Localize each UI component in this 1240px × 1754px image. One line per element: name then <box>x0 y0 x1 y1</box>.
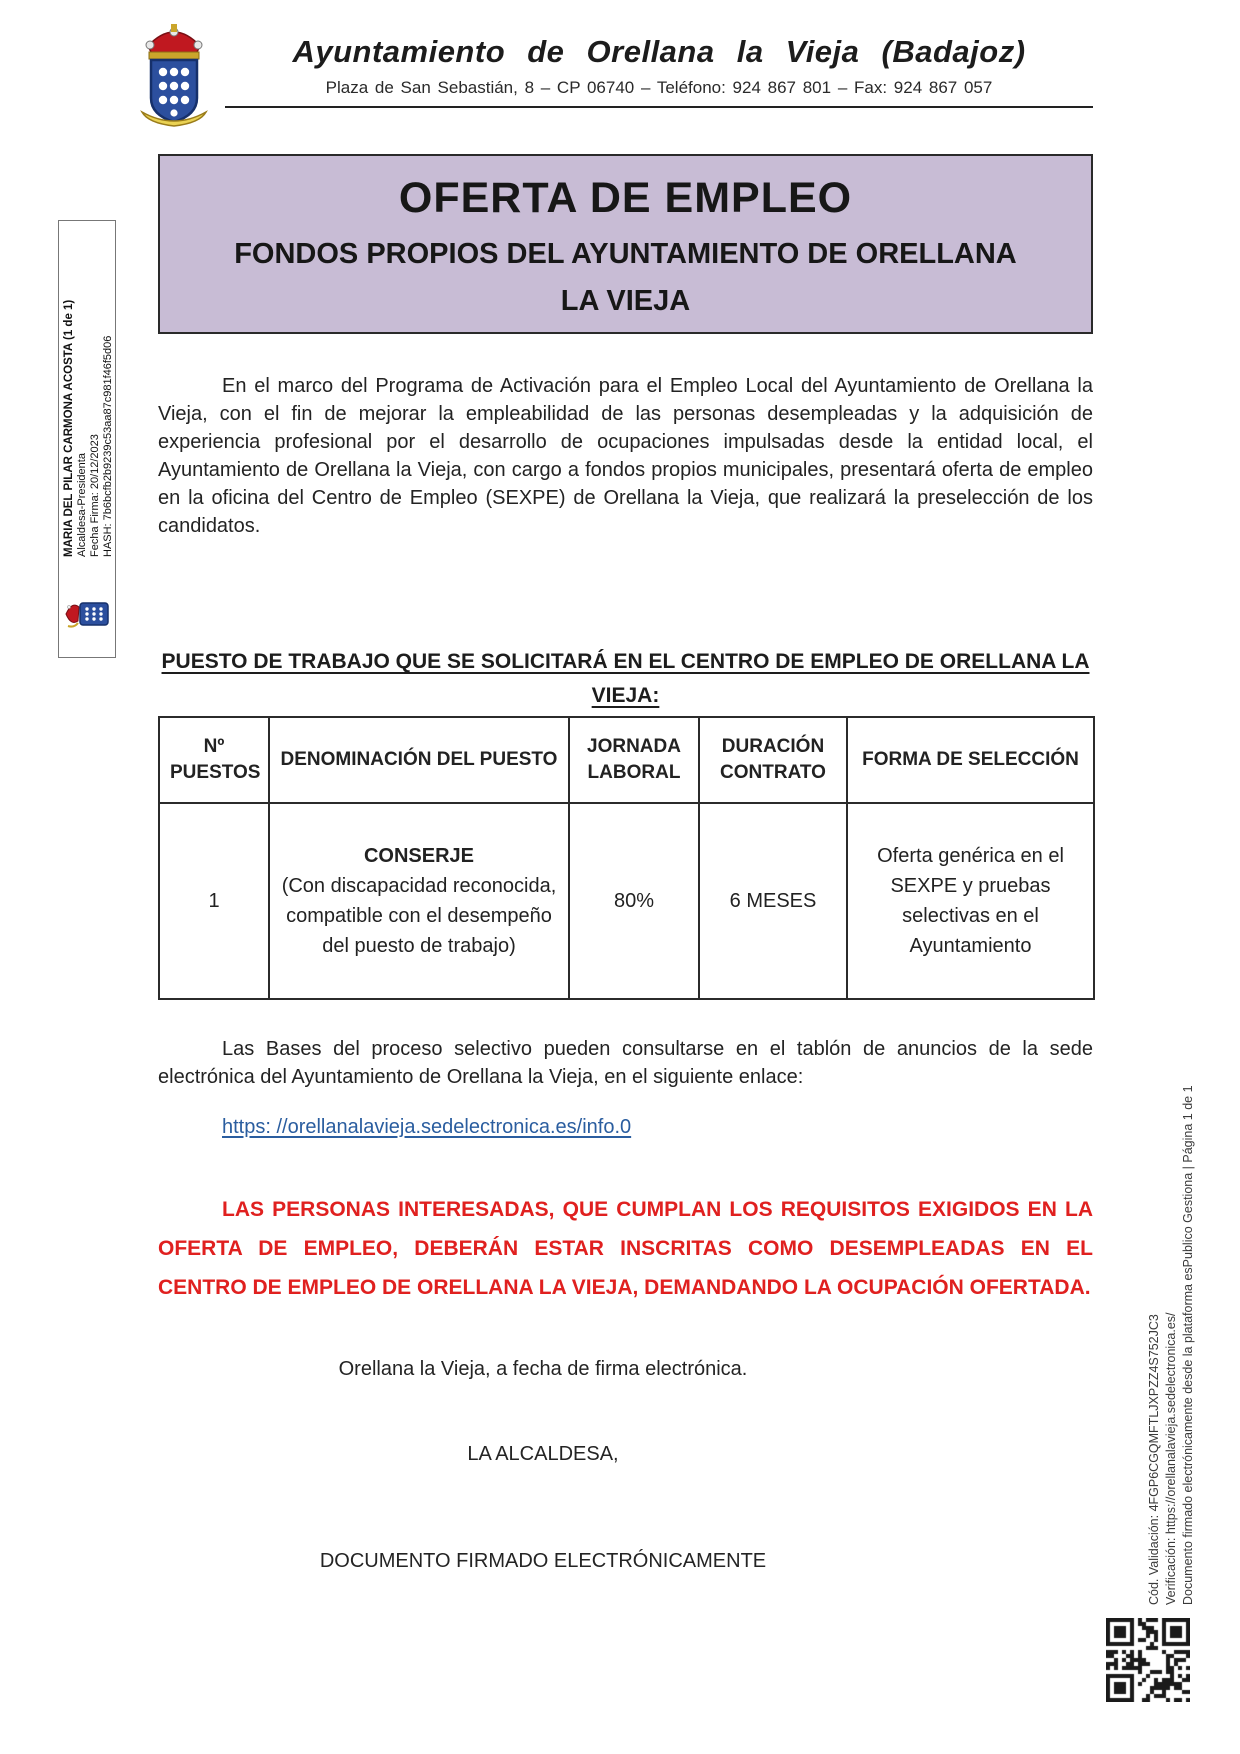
closing-signed-line: DOCUMENTO FIRMADO ELECTRÓNICAMENTE <box>319 1550 767 1572</box>
municipality-title: Ayuntamiento de Orellana la Vieja (Badajoz) <box>292 34 1026 69</box>
signature-date: Fecha Firma: 20/12/2023 <box>89 434 101 557</box>
intro-paragraph: En el marco del Programa de Activación para el Empleo Local del Ayuntamiento de Orellana la Vieja, con el fin de mejorar la empleabilidad de las personas desempleadas y la adquisición de experiencia profesional por el desarrollo de ocupaciones impulsadas desde la entidad local, el Ayuntamiento de Orellana la Vieja, con cargo a fondos propios municipales, presentará oferta de empleo en la oficina del Centro de Empleo (SEXPE) de Orellana la Vieja, que realizará la preselección de los candidatos. <box>158 375 1093 537</box>
validation-code-line: Cód. Validación: 4FGP6CGQMFTLJXPZZ4S752JC3 <box>1147 1314 1161 1605</box>
document-header <box>225 34 1093 98</box>
closing-place-line: Orellana la Vieja, a fecha de firma electrónica. <box>338 1358 748 1380</box>
validation-margin-text <box>1146 940 1200 1605</box>
table-row <box>159 803 1094 999</box>
signature-margin-text <box>63 299 115 557</box>
bases-paragraph: Las Bases del proceso selectivo pueden consultarse en el tablón de anuncios de la sede electrónica del Ayuntamiento de Orellana la Vieja, en el siguiente enlace: <box>158 1038 1093 1088</box>
closing-signer-line: LA ALCALDESA, <box>467 1443 619 1465</box>
signer-name: MARIA DEL PILAR CARMONA ACOSTA (1 de 1) <box>63 299 75 557</box>
header-denominacion: DENOMINACIÓN DEL PUESTO <box>269 717 569 803</box>
signature-margin-box <box>58 220 116 658</box>
cell-denominacion-detail: (Con discapacidad reconocida, compatible con el desempeño del puesto de trabajo) <box>281 875 557 957</box>
banner-title: OFERTA DE EMPLEO <box>398 174 853 222</box>
section-heading: PUESTO DE TRABAJO QUE SE SOLICITARÁ EN EL CENTRO DE EMPLEO DE ORELLANA LA VIEJA: <box>161 650 1090 707</box>
header-divider <box>225 106 1093 108</box>
mini-coat-of-arms-icon <box>64 599 110 629</box>
table-header-row <box>159 717 1094 803</box>
platform-page-line: Documento firmado electrónicamente desde la plataforma esPublico Gestiona | Página 1 de 1 <box>1181 1085 1195 1605</box>
header-forma-seleccion: FORMA DE SELECCIÓN <box>847 717 1094 803</box>
qr-code <box>1106 1618 1190 1702</box>
signer-role: Alcaldesa-Presidenta <box>76 453 88 557</box>
verification-url-line: Verificación: https://orellanalavieja.sedelectronica.es/ <box>1164 1312 1178 1605</box>
signature-hash: HASH: 7b6bcfb2b9239c53aa87c981f46f5d06 <box>102 335 114 557</box>
cell-denominacion-title: CONSERJE <box>363 845 475 867</box>
cell-jornada: 80% <box>569 803 699 999</box>
municipality-address: Plaza de San Sebastián, 8 – CP 06740 – Teléfono: 924 867 801 – Fax: 924 867 057 <box>325 78 993 97</box>
header-jornada: JORNADA LABORAL <box>569 717 699 803</box>
cell-forma-seleccion: Oferta genérica en el SEXPE y pruebas selectivas en el Ayuntamiento <box>847 803 1094 999</box>
header-num-puestos: Nº PUESTOS <box>159 717 269 803</box>
municipal-coat-of-arms-icon <box>136 24 212 128</box>
sede-electronica-link[interactable]: https: //orellanalavieja.sedelectronica.es/info.0 <box>222 1116 632 1138</box>
job-offer-table <box>158 716 1095 1000</box>
header-duracion: DURACIÓN CONTRATO <box>699 717 847 803</box>
banner-subtitle: FONDOS PROPIOS DEL AYUNTAMIENTO DE ORELLANA LA VIEJA <box>234 238 1017 317</box>
warning-paragraph: LAS PERSONAS INTERESADAS, QUE CUMPLAN LOS REQUISITOS EXIGIDOS EN LA OFERTA DE EMPLEO, DEBERÁN ESTAR INSCRITAS COMO DESEMPLEADAS EN EL CENTRO DE EMPLEO DE ORELLANA LA VIEJA, DEMANDANDO LA OCUPACIÓN OFERTADA. <box>158 1198 1093 1299</box>
cell-duracion: 6 MESES <box>699 803 847 999</box>
cell-denominacion <box>269 803 569 999</box>
job-offer-banner <box>158 154 1093 334</box>
cell-num-puestos: 1 <box>159 803 269 999</box>
